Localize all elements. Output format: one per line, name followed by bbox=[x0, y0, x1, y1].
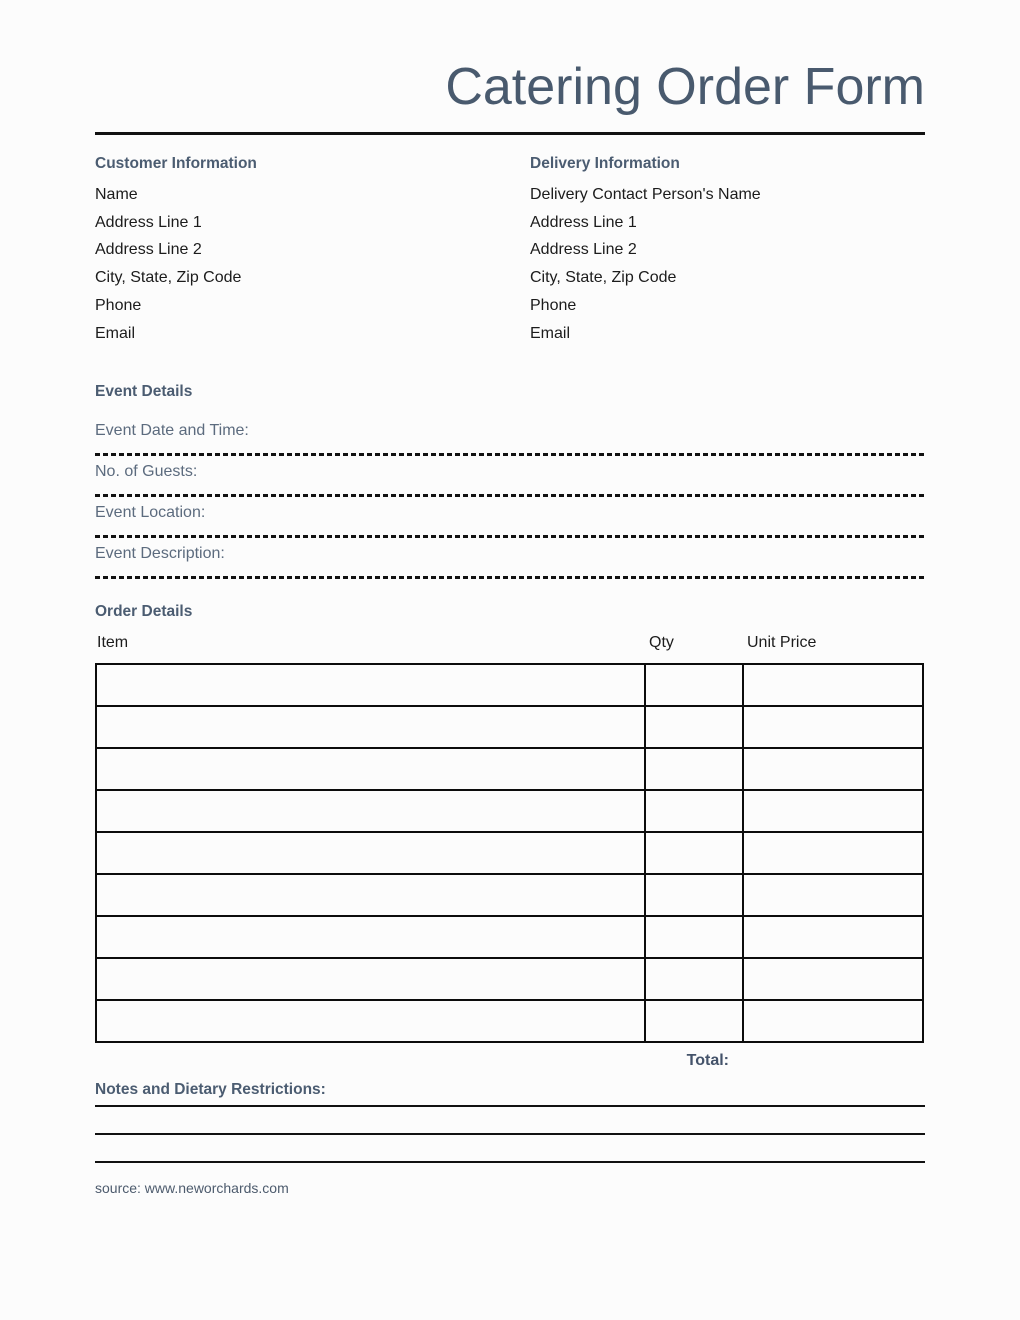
table-row[interactable] bbox=[96, 664, 923, 706]
notes-heading: Notes and Dietary Restrictions: bbox=[95, 1081, 326, 1098]
cell-unit-price[interactable] bbox=[743, 832, 923, 874]
cell-unit-price[interactable] bbox=[743, 916, 923, 958]
cell-unit-price[interactable] bbox=[743, 1000, 923, 1042]
order-items-table bbox=[95, 663, 924, 1043]
event-label-guests: No. of Guests: bbox=[95, 463, 198, 480]
cell-qty[interactable] bbox=[645, 958, 743, 1000]
customer-field-address-line-1[interactable]: Address Line 1 bbox=[95, 213, 202, 231]
table-row[interactable] bbox=[96, 748, 923, 790]
cell-item[interactable] bbox=[96, 790, 645, 832]
notes-write-line-2[interactable] bbox=[95, 1133, 925, 1135]
event-field-date-time[interactable] bbox=[95, 415, 925, 456]
cell-unit-price[interactable] bbox=[743, 706, 923, 748]
cell-item[interactable] bbox=[96, 706, 645, 748]
table-row[interactable] bbox=[96, 1000, 923, 1042]
event-field-guests[interactable] bbox=[95, 456, 925, 497]
table-row[interactable] bbox=[96, 706, 923, 748]
order-total-row bbox=[95, 1052, 925, 1078]
contact-information-row bbox=[95, 153, 925, 347]
delivery-field-phone[interactable]: Phone bbox=[530, 296, 577, 314]
cell-item[interactable] bbox=[96, 1000, 645, 1042]
notes-write-line-3[interactable] bbox=[95, 1161, 925, 1163]
table-row[interactable] bbox=[96, 790, 923, 832]
cell-unit-price[interactable] bbox=[743, 874, 923, 916]
cell-qty[interactable] bbox=[645, 832, 743, 874]
customer-information-heading: Customer Information bbox=[95, 155, 257, 172]
cell-item[interactable] bbox=[96, 664, 645, 706]
cell-unit-price[interactable] bbox=[743, 958, 923, 1000]
event-field-description[interactable] bbox=[95, 538, 925, 579]
customer-field-name[interactable]: Name bbox=[95, 186, 138, 203]
event-field-location[interactable] bbox=[95, 497, 925, 538]
page-title: Catering Order Form bbox=[445, 58, 925, 116]
customer-field-email[interactable]: Email bbox=[95, 324, 136, 342]
event-details-section bbox=[95, 381, 925, 579]
title-divider bbox=[95, 132, 925, 135]
cell-item[interactable] bbox=[96, 874, 645, 916]
event-label-location: Event Location: bbox=[95, 504, 206, 521]
customer-field-address-line-2[interactable]: Address Line 2 bbox=[95, 241, 202, 259]
cell-item[interactable] bbox=[96, 916, 645, 958]
cell-qty[interactable] bbox=[645, 664, 743, 706]
total-label: Total: bbox=[686, 1052, 729, 1069]
source-attribution: source: www.neworchards.com bbox=[95, 1180, 289, 1196]
delivery-information-heading: Delivery Information bbox=[530, 155, 680, 172]
notes-section bbox=[95, 1079, 925, 1163]
customer-information-column bbox=[95, 153, 530, 347]
cell-qty[interactable] bbox=[645, 748, 743, 790]
cell-unit-price[interactable] bbox=[743, 664, 923, 706]
table-row[interactable] bbox=[96, 958, 923, 1000]
cell-qty[interactable] bbox=[645, 874, 743, 916]
order-table-column-headers bbox=[95, 634, 925, 657]
cell-item[interactable] bbox=[96, 958, 645, 1000]
order-details-section bbox=[95, 601, 925, 1078]
delivery-field-contact-name[interactable]: Delivery Contact Person's Name bbox=[530, 186, 761, 203]
column-header-unit-price: Unit Price bbox=[747, 634, 817, 651]
column-header-qty: Qty bbox=[649, 634, 674, 651]
event-dashed-rule-description bbox=[95, 576, 925, 579]
cell-qty[interactable] bbox=[645, 916, 743, 958]
event-details-heading: Event Details bbox=[95, 383, 193, 400]
event-label-description: Event Description: bbox=[95, 545, 225, 562]
document-title-block bbox=[95, 56, 925, 118]
customer-field-city-state-zip[interactable]: City, State, Zip Code bbox=[95, 269, 242, 287]
notes-write-line-1[interactable] bbox=[95, 1105, 925, 1107]
delivery-field-city-state-zip[interactable]: City, State, Zip Code bbox=[530, 269, 677, 287]
cell-unit-price[interactable] bbox=[743, 790, 923, 832]
cell-qty[interactable] bbox=[645, 790, 743, 832]
column-header-item: Item bbox=[97, 634, 129, 651]
table-row[interactable] bbox=[96, 916, 923, 958]
event-label-date-time: Event Date and Time: bbox=[95, 422, 249, 439]
delivery-field-address-line-1[interactable]: Address Line 1 bbox=[530, 213, 637, 231]
customer-field-phone[interactable]: Phone bbox=[95, 296, 142, 314]
cell-qty[interactable] bbox=[645, 706, 743, 748]
cell-qty[interactable] bbox=[645, 1000, 743, 1042]
order-details-heading: Order Details bbox=[95, 603, 193, 620]
table-row[interactable] bbox=[96, 832, 923, 874]
delivery-field-email[interactable]: Email bbox=[530, 324, 571, 342]
delivery-field-address-line-2[interactable]: Address Line 2 bbox=[530, 241, 637, 259]
table-row[interactable] bbox=[96, 874, 923, 916]
delivery-information-column bbox=[530, 153, 925, 347]
cell-unit-price[interactable] bbox=[743, 748, 923, 790]
cell-item[interactable] bbox=[96, 748, 645, 790]
cell-item[interactable] bbox=[96, 832, 645, 874]
